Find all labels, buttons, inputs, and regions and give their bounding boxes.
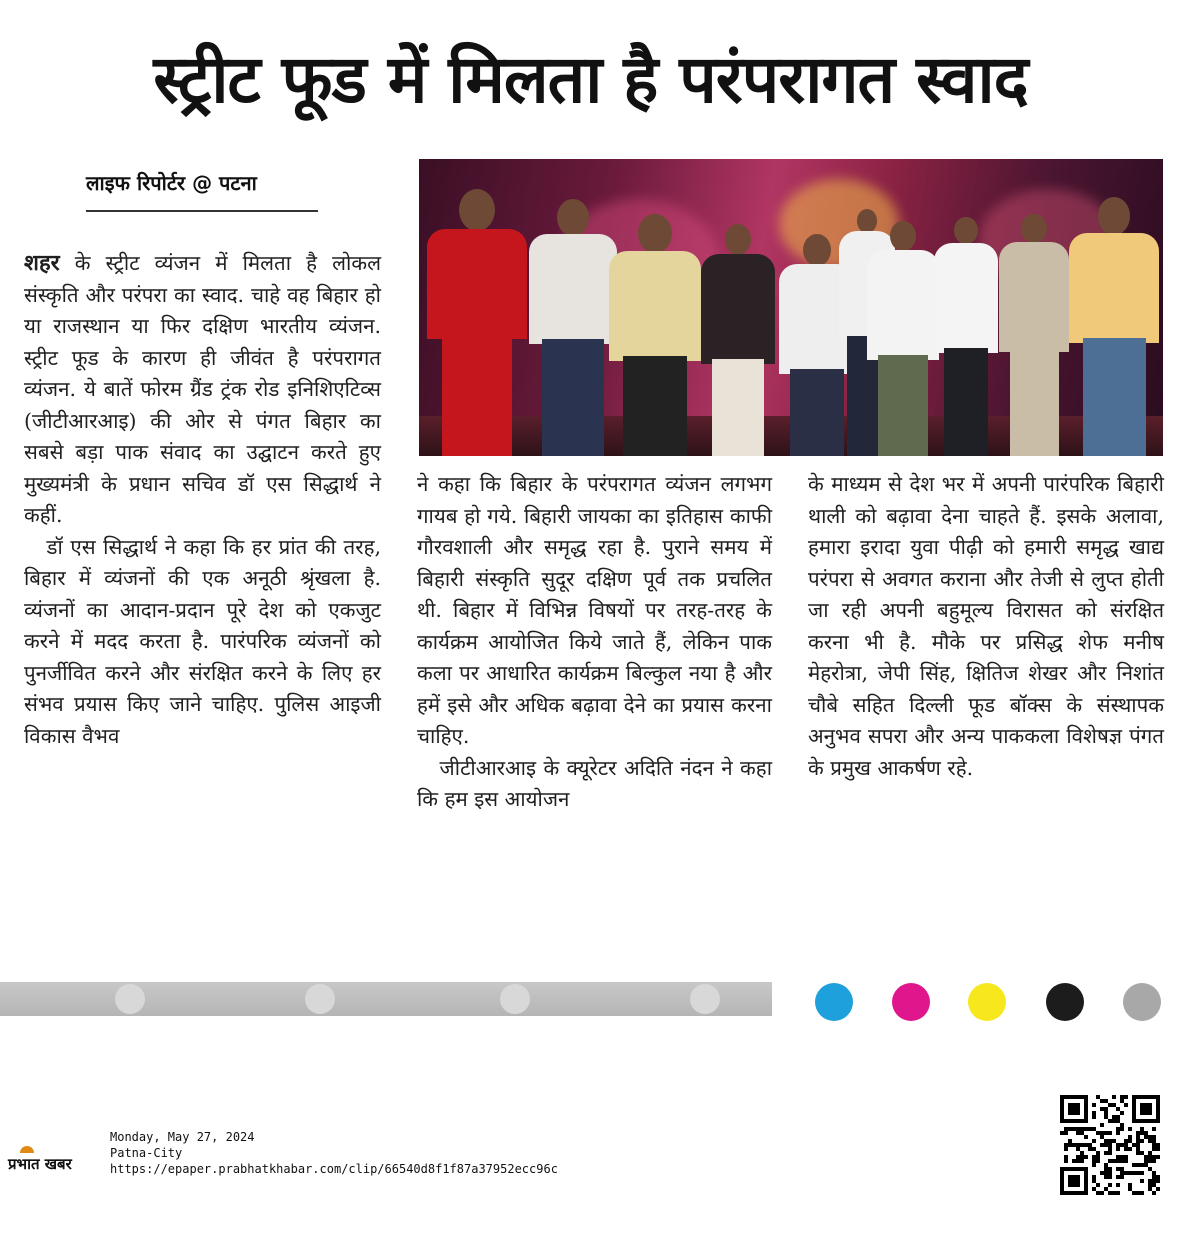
color-swatch [815,983,853,1021]
clip-url[interactable]: https://epaper.prabhatkhabar.com/clip/66540d8f1f87a37952ecc96c [110,1162,558,1176]
paragraph: के माध्यम से देश भर में अपनी पारंपरिक बिहारी थाली को बढ़ावा देना चाहते हैं. इसके अलावा, हमारा इरादा युवा पीढ़ी को हमारी समृद्ध खाद्य परंपरा से अवगत कराना और तेजी से लुप्त होती जा रही अपनी बहुमूल्य विरासत को संरक्षित करना भी है. मौके पर प्रसिद्ध शेफ मनीष मेहरोत्रा, जेपी सिंह, क्षितिज शेखर और निशांत चौबे सहित दिल्ली फूड बॉक्स के संस्थापक अनुभव सपरा और अन्य पाककला विशेषज्ञ पंगत के प्रमुख आकर्षण रहे. [808,472,1164,780]
headline: स्ट्रीट फूड में मिलता है परंपरागत स्वाद [153,41,1028,118]
lead-word: शहर [24,251,60,276]
person [934,217,998,456]
person [701,224,775,456]
person [999,214,1069,456]
person [609,214,701,456]
print-registration-bar [0,982,772,1016]
paragraph-text: के स्ट्रीट व्यंजन में मिलता है लोकल संस्कृति और परंपरा का स्वाद. चाहे वह बिहार हो या राजस्थान या फिर दक्षिण भारतीय व्यंजन. स्ट्रीट फूड के कारण ही जीवंत है परंपरागत व्यंजन. ये बातें फोरम ग्रैंड ट्रंक रोड इनिशिएटिव्स (जीटीआरआइ) की ओर से पंगत बिहार का सबसे बड़ा पाक संवाद का उद्घाटन करते हुए मुख्यमंत्री के प्रधान सचिव डॉ एस सिद्धार्थ ने कहीं. [24,251,381,527]
paragraph: डॉ एस सिद्धार्थ ने कहा कि हर प्रांत की तरह, बिहार में व्यंजनों की एक अनूठी श्रृंखला है. व्यंजनों का आदान-प्रदान पूरे देश को एकजुट करने में मदद करता है. पारंपरिक व्यंजनों को पुनर्जीवित करने और संरक्षित करने के लिए हर संभव प्रयास किए जाने चाहिए. पुलिस आइजी विकास वैभव [24,534,381,748]
qr-code-icon [1060,1095,1160,1195]
clip-meta [110,1129,558,1177]
paragraph [24,248,381,532]
person [529,199,617,456]
article-column-3 [808,469,1164,784]
byline: लाइफ रिपोर्टर @ पटना [86,170,318,212]
person [427,189,527,456]
color-swatch [1123,983,1161,1021]
article-column-1 [24,248,381,752]
clip-edition: Patna-City [110,1146,183,1160]
clip-date: Monday, May 27, 2024 [110,1130,255,1144]
color-swatch [1046,983,1084,1021]
event-photo [419,159,1163,456]
color-swatch [968,983,1006,1021]
color-swatch [892,983,930,1021]
paragraph: जीटीआरआइ के क्यूरेटर अदिति नंदन ने कहा कि हम इस आयोजन [417,755,772,811]
article-column-2 [417,469,772,816]
person [867,221,939,456]
person [1069,197,1159,456]
publication-logo: प्रभात खबर [8,1155,72,1173]
paragraph: ने कहा कि बिहार के परंपरागत व्यंजन लगभग गायब हो गये. बिहारी जायका का इतिहास काफी गौरवशाली और समृद्ध रहा है. पुराने समय में बिहारी संस्कृति सुदूर दक्षिण पूर्व तक प्रचलित थी. बिहार में विभिन्न विषयों पर तरह-तरह के कार्यक्रम आयोजित किये जाते हैं, लेकिन पाक कला पर आधारित कार्यक्रम बिल्कुल नया है और हमें इसे और अधिक बढ़ावा देने का प्रयास करना चाहिए. [417,472,772,748]
